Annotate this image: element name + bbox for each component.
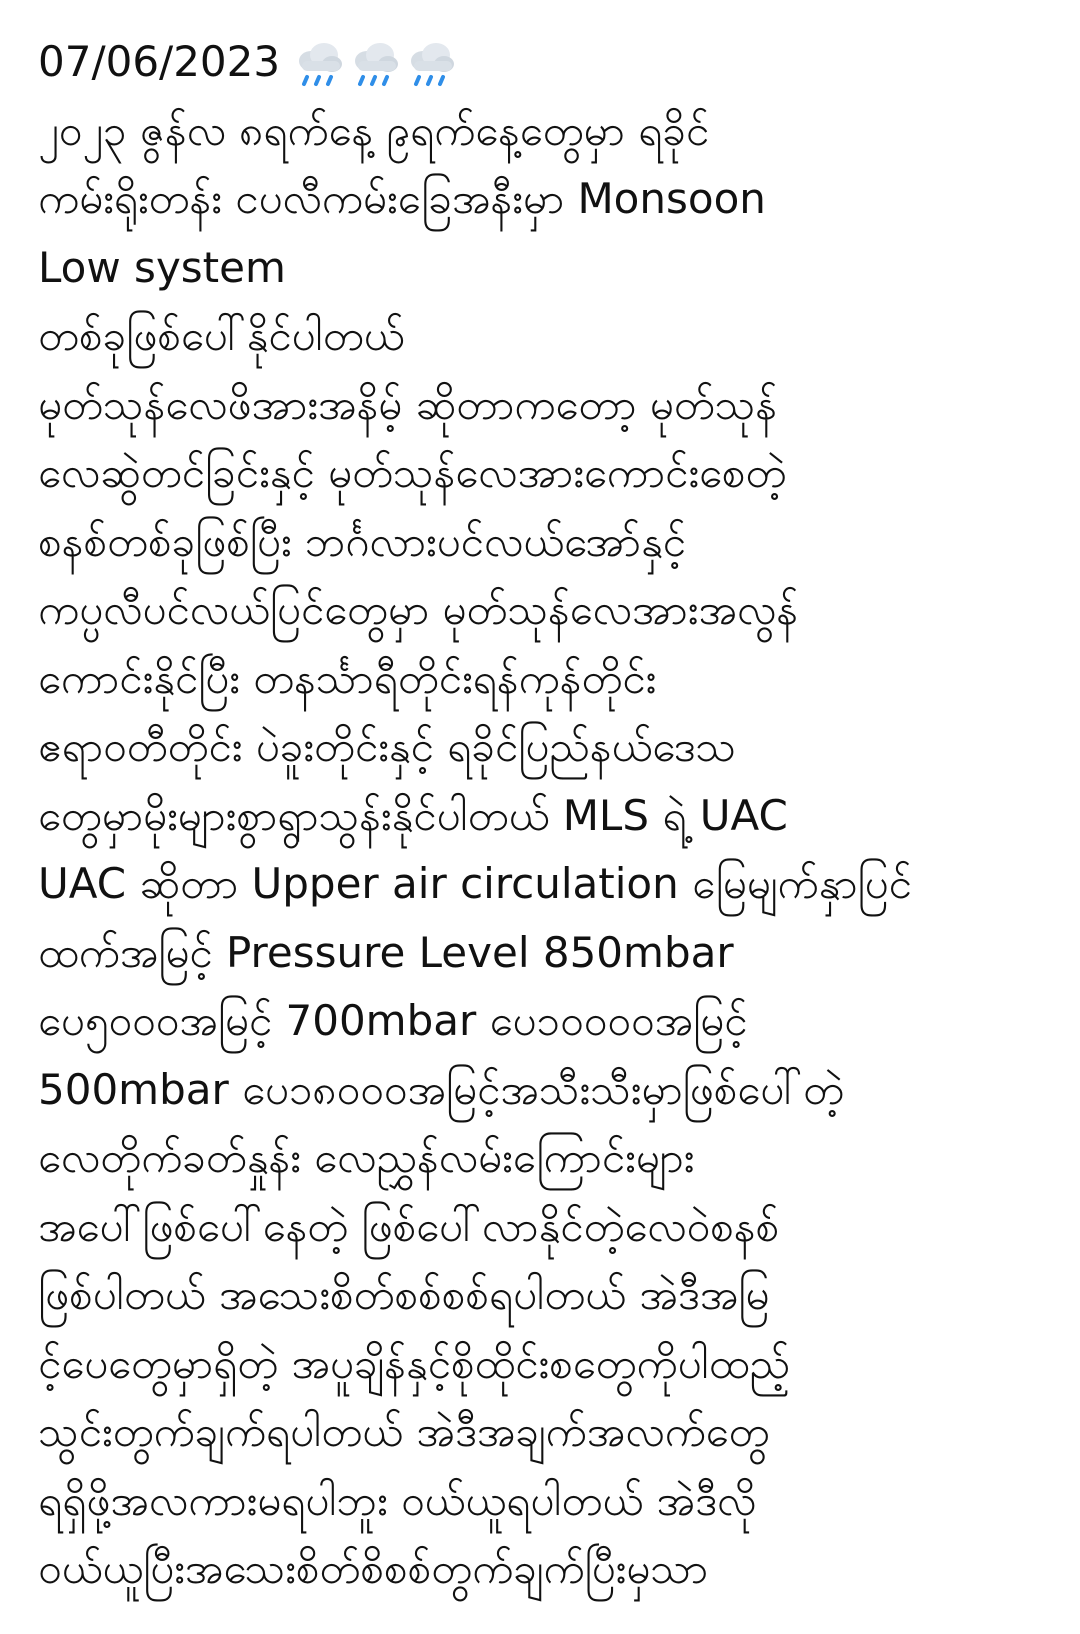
post-text-line: လေဆွဲတင်ခြင်းနှင့် မုတ်သုန်လေအားကောင်းစေတဲ့ <box>38 448 787 497</box>
post-text-line: ကပ္ပလီပင်လယ်ပြင်တွေမှာ မုတ်သုန်လေအားအလွန် <box>38 585 798 634</box>
post-text-line: ကမ်းရိုးတန်း ငပလီကမ်းခြေအနီးမှာ Monsoon <box>38 174 766 223</box>
post-text-line: Low system <box>38 242 286 292</box>
post-text-line: ကောင်းနိုင်ပြီး တနင်္သာရီတိုင်းရန်ကုန်တိုင်း <box>38 653 657 703</box>
post-text-line: ဧရာဝတီတိုင်း ပဲခူးတိုင်းနှင့် ရခိုင်ပြည်နယ်ဒေသ <box>38 722 736 771</box>
post-text-line: စနစ်တစ်ခုဖြစ်ပြီး ဘင်္ဂလားပင်လယ်အော်နှင့် <box>38 516 686 566</box>
post-text-line: ထက်အမြင့် Pressure Level 850mbar <box>38 927 734 977</box>
rain-icons <box>294 39 458 91</box>
post-text-line: ရရှိဖို့အလကားမရပါဘူး ဝယ်ယူရပါတယ် အဲဒီလို <box>38 1475 757 1525</box>
post-text-line: အပေါ်ဖြစ်ပေါ်နေတဲ့ ဖြစ်ပေါ်လာနိုင်တဲ့လေဝဲစနစ် <box>38 1201 780 1251</box>
post-text-line: မုတ်သုန်လေဖိအားအနိမ့် ဆိုတာကတော့ မုတ်သုန် <box>38 379 777 429</box>
cloud-with-rain-icon <box>294 39 346 91</box>
cloud-with-rain-icon <box>406 39 458 91</box>
post-text-line: ဖြစ်ပါတယ် အသေးစိတ်စစ်စစ်ရပါတယ် အဲဒီအမြ <box>38 1270 770 1319</box>
post-text-line: တွေမှာမိုးများစွာရွာသွန်းနိုင်ပါတယ် MLS ရဲ့ UAC <box>38 790 788 840</box>
post-text-line: ပေ၅၀၀၀အမြင့် 700mbar ပေ၁၀၀၀၀အမြင့် <box>38 996 748 1045</box>
post-text-line: သွင်းတွက်ချက်ရပါတယ် အဲဒီအချက်အလက်တွေ <box>38 1407 770 1456</box>
post-text-line: UAC ဆိုတာ Upper air circulation မြေမျက်နှာပြင် <box>38 859 912 908</box>
post-text-line: ဝယ်ယူပြီးအသေးစိတ်စိစစ်တွက်ချက်ပြီးမှသာ <box>38 1544 709 1593</box>
post-text-line: တစ်ခုဖြစ်ပေါ်နိုင်ပါတယ် <box>38 311 405 360</box>
post-text-line: င့်ပေတွေမှာရှိတဲ့ အပူချိန်နှင့်စိုထိုင်းစတွေကိုပါထည့် <box>38 1338 790 1388</box>
post-body <box>38 28 1048 1604</box>
post-date: 07/06/2023 <box>38 37 281 86</box>
post-text-line: လေတိုက်ခတ်နှုန်း လေညွှန်လမ်းကြောင်းများ <box>38 1133 695 1182</box>
post-text-line: 500mbar ပေ၁၈၀၀၀အမြင့်အသီးသီးမှာဖြစ်ပေါ်တဲ့ <box>38 1064 844 1114</box>
cloud-with-rain-icon <box>350 39 402 91</box>
post-date-line <box>38 28 1048 97</box>
post-text-line: ၂၀၂၃ ဇွန်လ ၈ရက်နေ့ ၉ရက်နေ့တွေမှာ ရခိုင် <box>38 105 710 155</box>
